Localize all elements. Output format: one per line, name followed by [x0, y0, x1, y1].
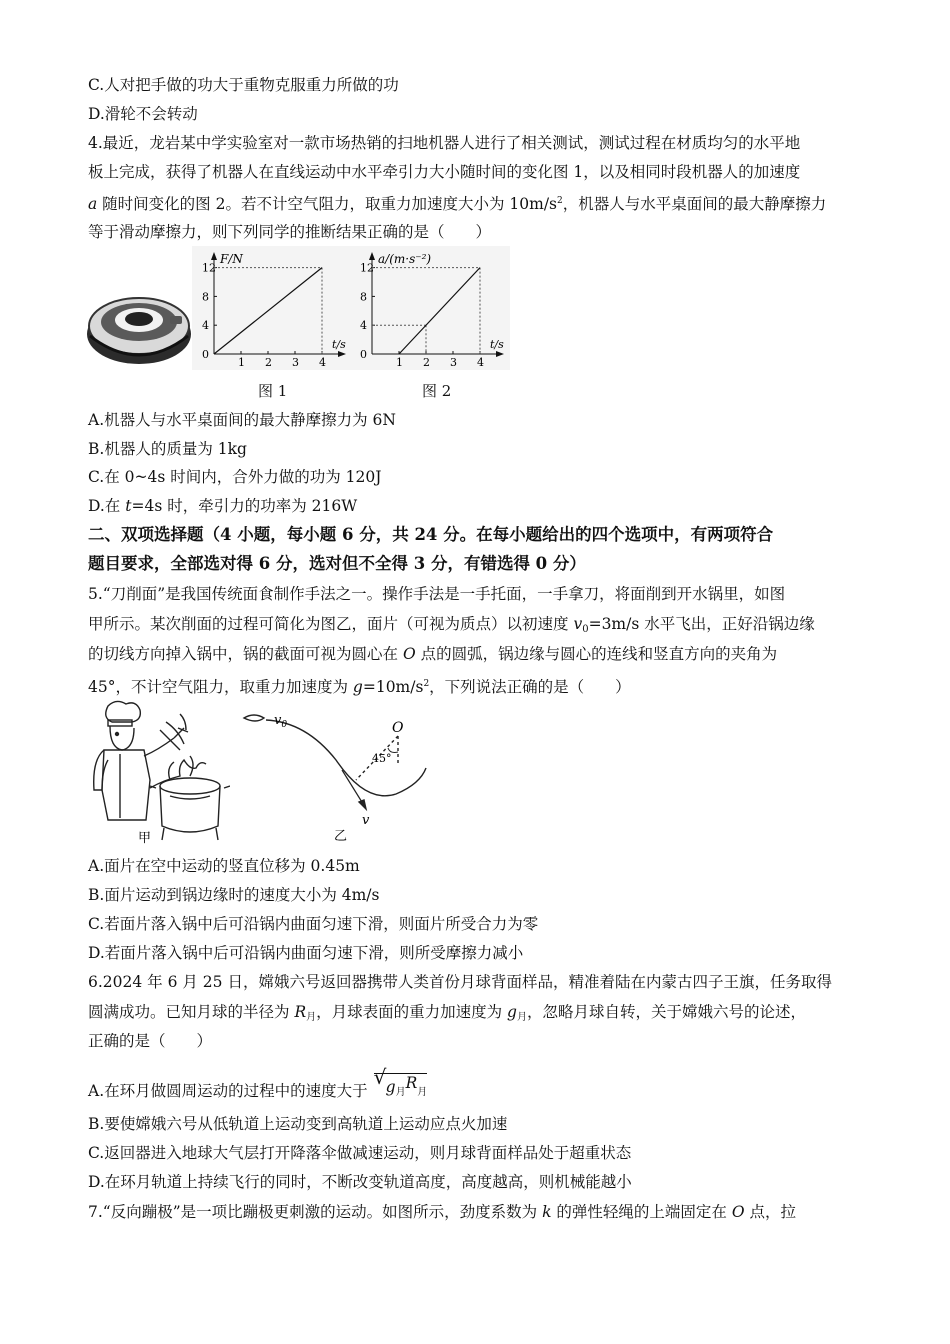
q7-stem-line1: 7.“反向蹦极”是一项比蹦极更刺激的运动。如图所示，劲度系数为 k 的弹性轻绳的上端固定在 O 点，拉	[88, 1203, 796, 1221]
q4-stem-line3: a 随时间变化的图 2。若不计空气阻力，取重力加速度大小为 $10m/s^2$，机器人与水平桌面间的最大静摩擦力	[88, 195, 827, 214]
x-tick-label: 1	[396, 356, 403, 369]
x-tick-label: 1	[238, 356, 245, 369]
sqrt-expression: √ $g_月R_月$	[374, 1073, 428, 1102]
x-axis-label: t/s	[490, 338, 504, 351]
y-axis-label: a/(m·s⁻²)	[378, 252, 432, 266]
v-label: v	[362, 813, 370, 828]
q4-option-c: C.在 0~4s 时间内，合外力做的功为 120J	[88, 468, 382, 486]
q4-stem-line4: 等于滑动摩擦力，则下列同学的推断结果正确的是（ ）	[88, 223, 492, 241]
figure-2-caption: 图 2	[422, 382, 452, 400]
q6-option-d: D.在环月轨道上持续飞行的同时，不断改变轨道高度，高度越高，则机械能越小	[88, 1173, 632, 1191]
q6-stem-line3: 正确的是（ ）	[88, 1032, 213, 1050]
q6-option-a: A.在环月做圆周运动的过程中的速度大于 √ $g_月R_月$	[88, 1065, 428, 1100]
q3-option-c: C.人对把手做的功大于重物克服重力所做的功	[88, 76, 399, 94]
q6-stem-line1: 6.2024 年 6 月 25 日，嫦娥六号返回器携带人类首份月球背面样品，精准着陆在内蒙古四子王旗，任务取得	[88, 973, 832, 991]
angle-45-label: 45°	[372, 752, 392, 765]
y-tick-label: 0	[202, 348, 209, 361]
center-o-label: O	[392, 720, 404, 736]
x-tick-label: 2	[265, 356, 272, 369]
y-tick-label: 4	[360, 319, 367, 333]
noodle-piece-start	[244, 715, 264, 721]
y-tick-label: 8	[360, 290, 367, 304]
q5-option-b: B.面片运动到锅边缘时的速度大小为 4m/s	[88, 886, 380, 904]
q4-option-d: D.在 t=4s 时，牵引力的功率为 216W	[88, 497, 358, 515]
q6-stem-line2: 圆满成功。已知月球的半径为 $R_月$，月球表面的重力加速度为 $g_月$，忽略月球自转，关于嫦娥六号的论述，	[88, 1003, 806, 1023]
q5-stem-line3: 的切线方向掉入锅中，锅的截面可视为圆心在 O 点的圆弧，锅边缘与圆心的连线和竖直方向的夹角为	[88, 645, 778, 663]
figure-2-chart	[350, 246, 510, 370]
x-axis-label: t/s	[332, 338, 346, 351]
section-2-heading-line2: 题目要求，全部选对得 6 分，选对但不全得 3 分，有错选得 0 分）	[88, 554, 586, 573]
q5-option-a: A.面片在空中运动的竖直位移为 0.45m	[88, 857, 360, 875]
figure-1-caption: 图 1	[258, 382, 288, 400]
y-tick-label: 12	[360, 261, 374, 275]
q5-option-c: C.若面片落入锅中后可沿锅内曲面匀速下滑，则面片所受合力为零	[88, 915, 539, 933]
q4-stem-line1: 4.最近，龙岩某中学实验室对一款市场热销的扫地机器人进行了相关测试，测试过程在材质均匀的水平地	[88, 134, 801, 152]
velocity-arrowhead	[359, 800, 366, 809]
section-2-heading-line1: 二、双项选择题（4 小题，每小题 6 分，共 24 分。在每小题给出的四个选项中，有两项符合	[88, 525, 774, 544]
noodle-trajectory-diagram	[238, 708, 436, 846]
figure-yi-label: 乙	[334, 829, 348, 844]
x-tick-label: 4	[319, 356, 326, 369]
figure-1-chart	[192, 246, 350, 370]
figure-jia-label: 甲	[138, 831, 152, 845]
x-tick-label: 3	[292, 356, 299, 369]
q5-stem-line4: 45°，不计空气阻力，取重力加速度为 $g=10m/s^2$，下列说法正确的是（ ）	[88, 678, 631, 697]
v0-label: $v_0$	[274, 713, 288, 730]
q6-option-b: B.要使嫦娥六号从低轨道上运动变到高轨道上运动应点火加速	[88, 1115, 508, 1133]
x-tick-label: 3	[450, 356, 457, 369]
q4-stem-line2: 板上完成，获得了机器人在直线运动中水平牵引力大小随时间的变化图 1，以及相同时段机器人的加速度	[88, 163, 801, 181]
chef-illustration	[90, 700, 230, 845]
x-tick-label: 2	[423, 356, 430, 369]
q5-stem-line1: 5.“刀削面”是我国传统面食制作手法之一。操作手法是一手托面，一手拿刀，将面削到开水锅里，如图	[88, 585, 786, 603]
y-tick-label: 4	[202, 319, 209, 333]
y-tick-label: 12	[202, 261, 216, 275]
q4-option-b: B.机器人的质量为 1kg	[88, 440, 247, 458]
q4-option-a: A.机器人与水平桌面间的最大静摩擦力为 6N	[88, 411, 396, 429]
y-axis-label: F/N	[220, 252, 243, 266]
q5-option-d: D.若面片落入锅中后可沿锅内曲面匀速下滑，则所受摩擦力减小	[88, 944, 524, 962]
robot-vacuum-image	[86, 276, 192, 372]
q3-option-d: D.滑轮不会转动	[88, 105, 198, 123]
q5-stem-line2: 甲所示。某次削面的过程可简化为图乙，面片（可视为质点）以初速度 $v_0=3m/s$ 水平飞出，正好沿锅边缘	[88, 615, 815, 635]
y-tick-label: 8	[202, 290, 209, 304]
q6-option-c: C.返回器进入地球大气层打开降落伞做减速运动，则月球背面样品处于超重状态	[88, 1144, 632, 1162]
x-tick-label: 4	[477, 356, 484, 369]
y-tick-label: 0	[360, 348, 367, 361]
